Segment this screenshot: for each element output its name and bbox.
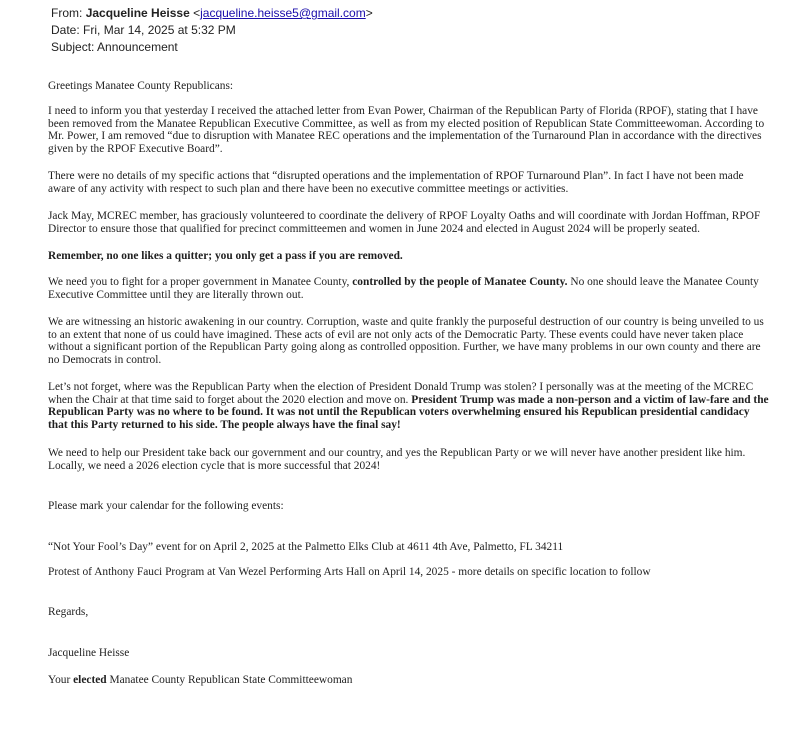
subject-line bbox=[51, 39, 373, 56]
paragraph-fight: We need you to fight for a proper government in Manatee County, controlled by the people of Manatee County. No one should leave the Manatee County Executive Committee until they are literally thrown out. bbox=[48, 276, 759, 301]
regards: Regards, bbox=[48, 606, 89, 618]
sender-email-link[interactable]: jacqueline.heisse5@gmail.com bbox=[200, 6, 366, 20]
paragraph-removal-notice: I need to inform you that yesterday I received the attached letter from Evan Power, Chairman of the Republican Party of Florida (RPOF), stating that I have been removed from the Manatee Republican Executive Committee, as well as from my elected position of Republican State Committeewoman. According to Mr. Power, I am removed “due to disruption with Manatee REC operations and the implementation of the Turnaround Plan in accordance with the directives given by the RPOF Executive Board”. bbox=[48, 105, 765, 155]
signature-title: Your elected Manatee County Republican State Committeewoman bbox=[48, 674, 353, 686]
date-value: Fri, Mar 14, 2025 at 5:32 PM bbox=[83, 23, 236, 37]
paragraph-help-president: We need to help our President take back our government and our country, and yes the Republican Party or we will never have another president like him. Locally, we need a 2026 election cycle that is more successful that 2024! bbox=[48, 447, 746, 472]
paragraph-quitter: Remember, no one likes a quitter; you only get a pass if you are removed. bbox=[48, 250, 403, 262]
event-item-protest: Protest of Anthony Fauci Program at Van Wezel Performing Arts Hall on April 14, 2025 - more details on specific location to follow bbox=[48, 566, 651, 578]
paragraph-awakening: We are witnessing an historic awakening in our country. Corruption, waste and quite frankly the purposeful destruction of our country is being unveiled to us to an extent that none of us could have imagined. These acts of evil are not only acts of the Democratic Party. These events could have never taken place without a significant portion of the Republican Party going along as controlled opposition. Further, we have many problems in our own county and there are no Democrats in control. bbox=[48, 316, 764, 366]
subject-value: Announcement bbox=[97, 40, 178, 54]
greeting: Greetings Manatee County Republicans: bbox=[48, 80, 234, 92]
subject-label: Subject: bbox=[51, 40, 95, 54]
sender-name: Jacqueline Heisse bbox=[85, 6, 190, 20]
paragraph-calendar: Please mark your calendar for the following events: bbox=[48, 500, 284, 512]
from-label: From: bbox=[51, 6, 83, 20]
paragraph-no-details: There were no details of my specific actions that “disrupted operations and the implementation of RPOF Turnaround Plan”. In fact I have not been made aware of any activity with respect to such plan and there have been no executive committee meetings or activities. bbox=[48, 170, 744, 195]
event-item-fools-day: “Not Your Fool’s Day” event for on April 2, 2025 at the Palmetto Elks Club at 4611 4th Ave, Palmetto, FL 34211 bbox=[48, 541, 564, 553]
date-label: Date: bbox=[51, 23, 80, 37]
date-line bbox=[51, 22, 373, 39]
email-header bbox=[51, 5, 373, 56]
from-line: From: Jacqueline Heisse <jacqueline.heisse5@gmail.com> bbox=[51, 6, 373, 20]
paragraph-loyalty-oaths: Jack May, MCREC member, has graciously volunteered to coordinate the delivery of RPOF Loyalty Oaths and will coordinate with Jordan Hoffman, RPOF Director to ensure those that qualified for precinct committeemen and women in June 2024 and elected in August 2024 will be properly seated. bbox=[48, 210, 761, 235]
signature-name: Jacqueline Heisse bbox=[48, 647, 130, 659]
paragraph-election: Let’s not forget, where was the Republican Party when the election of President Donald Trump was stolen? I personally was at the meeting of the MCREC when the Chair at that time said to forget about the 2020 election and move on. President Trump was made a non-person and a victim of law-fare and the Republican Party was no where to be found. It was not until the Republican voters overwhelming ensured his Republican presidential candidacy that this Party returned to his side. The people always have the final say! bbox=[48, 381, 769, 431]
